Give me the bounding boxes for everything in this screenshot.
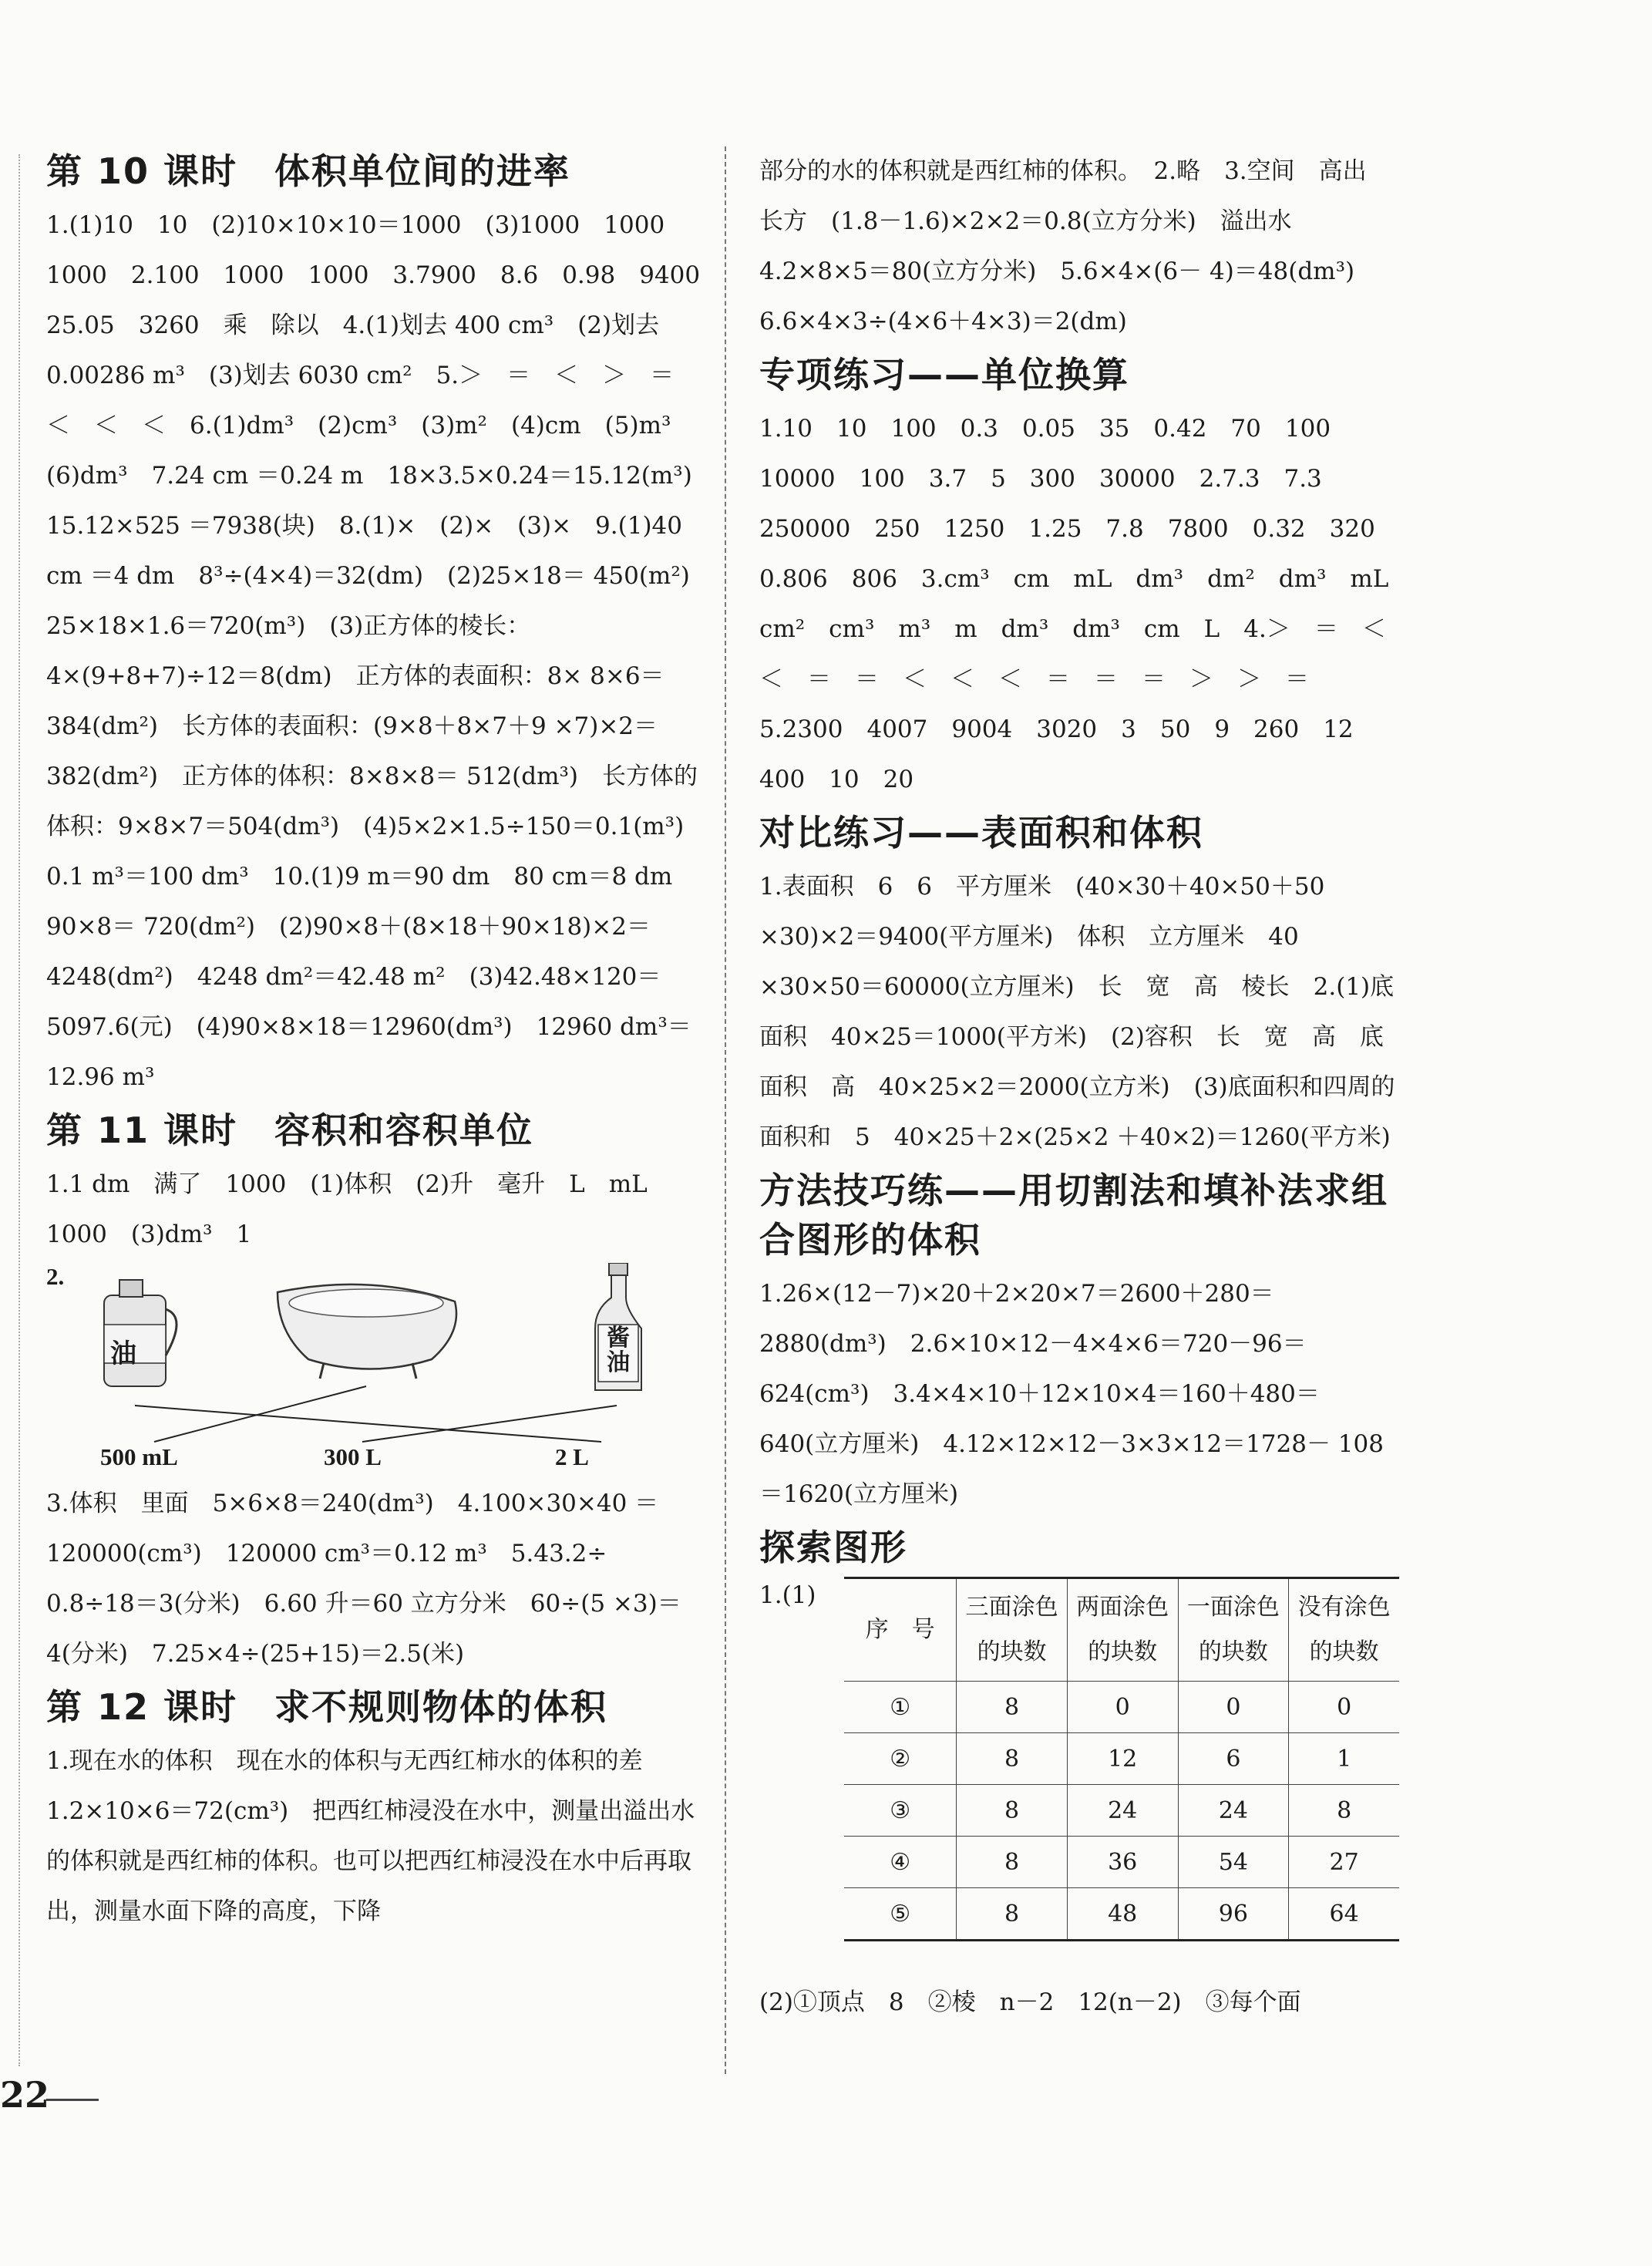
column-divider xyxy=(725,146,726,2074)
table-cell: 8 xyxy=(957,1837,1067,1888)
lesson-11-answers-part1: 1.1 dm 满了 1000 (1)体积 (2)升 毫升 L mL 1000 (3)dm³ 1 xyxy=(46,1170,671,1248)
table-cell: 8 xyxy=(957,1888,1067,1941)
unit-option-c: 2 L xyxy=(555,1443,589,1470)
comparison-answers: 1.表面积 6 6 平方厘米 (40×30＋40×50＋50 ×30)×2＝9400(平方厘米) 体积 立方厘米 40 ×30×50＝60000(立方厘米) 长 宽 高 棱长 2.(1)底面积 40×25＝1000(平方米) (2)容积 长 宽 高 底面积 高 40×25×2＝2000(立方米) (3)底面积和四周的面积和 5 40×25＋2×(25×2 ＋40×2)＝1260(平方米) xyxy=(759,873,1395,1151)
method-answers: 1.26×(12－7)×20＋2×20×7＝2600＋280＝ 2880(dm³) 2.6×10×12－4×4×6＝720－96＝ 624(cm³) 3.4×4×10＋12×10×4＝160＋480＝ 640(立方厘米) 4.12×12×12－3×3×12＝1728－ 108＝1620(立方厘米) xyxy=(759,1280,1384,1508)
table-row xyxy=(844,1733,1399,1785)
margin-line xyxy=(19,154,20,2066)
section-title-method: 方法技巧练——用切割法和填补法求组合图形的体积 xyxy=(759,1170,1388,1261)
paint-cube-table xyxy=(844,1577,1399,1941)
table-cell: 1 xyxy=(1289,1733,1399,1785)
table-cell: 0 xyxy=(1178,1682,1289,1733)
section-title-lesson-12: 第 12 课时 求不规则物体的体积 xyxy=(46,1686,608,1728)
table-header: 没有涂色的块数 xyxy=(1289,1578,1399,1682)
table-row xyxy=(844,1785,1399,1837)
lesson-10-answers: 1.(1)10 10 (2)10×10×10＝1000 (3)1000 1000 1000 2.100 1000 1000 3.7900 8.6 0.98 9400 25.05 3260 乘 除以 4.(1)划去 400 cm³ (2)划去 0.00286 m³ (3)划去 6030 cm² 5.＞ ＝ ＜ ＞ ＝ ＜ ＜ ＜ 6.(1)dm³ (2)cm³ (3)m² (4)cm (5)m³ (6)dm³ 7.24 cm ＝0.24 m 18×3.5×0.24＝15.12(m³) 15.12×525 ＝7938(块) 8.(1)× (2)× (3)× 9.(1)40 cm ＝4 dm 8³÷(4×4)＝32(dm) (2)25×18＝ 450(m²) 25×18×1.6＝720(m³) (3)正方体的棱长：4×(9+8+7)÷12＝8(dm) 正方体的表面积：8× 8×6＝384(dm²) 长方体的表面积：(9×8＋8×7＋9 ×7)×2＝382(dm²) 正方体的体积：8×8×8＝ 512(dm³) 长方体的体积：9×8×7＝504(dm³) (4)5×2×1.5÷150＝0.1(m³) 0.1 m³＝100 dm³ 10.(1)9 m＝90 dm 80 cm＝8 dm 90×8＝ 720(dm²) (2)90×8＋(8×18＋90×18)×2＝ 4248(dm²) 4248 dm²＝42.48 m² (3)42.48×120＝ 5097.6(元) (4)90×8×18＝12960(dm³) 12960 dm³＝12.96 m³ xyxy=(46,211,725,1091)
lesson-12-answers: 1.现在水的体积 现在水的体积与无西红柿水的体积的差 1.2×10×6＝72(cm³) 把西红柿浸没在水中，测量出溢出水的体积就是西红柿的体积。也可以把西红柿浸没在水中后再取出，测量水面下降的高度，下降 xyxy=(46,1747,695,1925)
match-line-bathtub xyxy=(154,1386,366,1442)
table-cell: 8 xyxy=(957,1785,1067,1837)
table-header: 三面涂色的块数 xyxy=(957,1578,1067,1682)
table-cell: ③ xyxy=(844,1785,957,1837)
unit-option-b: 300 L xyxy=(324,1443,382,1470)
table-cell: 0 xyxy=(1067,1682,1178,1733)
unit-conversion-answers: 1.10 10 100 0.3 0.05 35 0.42 70 100 10000 100 3.7 5 300 30000 2.7.3 7.3 250000 250 1250 1.25 7.8 7800 0.32 320 0.806 806 3.cm³ cm mL dm³ dm² dm³ mL cm² cm³ m³ m dm³ dm³ cm L 4.＞ ＝ ＜ ＜ ＝ ＝ ＜ ＜ ＜ ＝ ＝ ＝ ＞ ＞ ＝ 5.2300 4007 9004 3020 3 50 9 260 12 400 10 20 xyxy=(759,415,1413,793)
right-column xyxy=(759,146,1413,2031)
table-cell: 8 xyxy=(1289,1785,1399,1837)
table-cell: 96 xyxy=(1178,1888,1289,1941)
table-header: 两面涂色的块数 xyxy=(1067,1578,1178,1682)
section-title-unit-conversion: 专项练习——单位换算 xyxy=(759,354,1129,396)
table-cell: 0 xyxy=(1289,1682,1399,1733)
table-cell: 6 xyxy=(1178,1733,1289,1785)
table-cell: 24 xyxy=(1178,1785,1289,1837)
table-cell: 8 xyxy=(957,1682,1067,1733)
table-cell: ② xyxy=(844,1733,957,1785)
table-cell: 24 xyxy=(1067,1785,1178,1837)
explore-table-wrap xyxy=(759,1577,1399,1978)
table-cell: ⑤ xyxy=(844,1888,957,1941)
table-cell: ④ xyxy=(844,1837,957,1888)
table-cell: 12 xyxy=(1067,1733,1178,1785)
soy-label: 酱油 xyxy=(607,1325,630,1375)
table-cell: 48 xyxy=(1067,1888,1178,1941)
left-column xyxy=(46,146,725,1940)
section-title-lesson-11: 第 11 课时 容积和容积单位 xyxy=(46,1109,534,1151)
table-cell: 8 xyxy=(957,1733,1067,1785)
table-cell: 64 xyxy=(1289,1888,1399,1941)
table-cell: 54 xyxy=(1178,1837,1289,1888)
table-row xyxy=(844,1888,1399,1941)
table-row xyxy=(844,1837,1399,1888)
match-line-oil xyxy=(135,1406,601,1442)
table-cell: 27 xyxy=(1289,1837,1399,1888)
oil-label: 油 xyxy=(110,1340,136,1369)
table-header: 一面涂色的块数 xyxy=(1178,1578,1289,1682)
lesson-12-answers-continued: 部分的水的体积就是西红柿的体积。 2.略 3.空间 高出 长方 (1.8－1.6)×2×2＝0.8(立方分米) 溢出水 4.2×8×5＝80(立方分米) 5.6×4×(6－ 4)＝48(dm³) 6.6×4×3÷(4×6＋4×3)＝2(dm) xyxy=(759,157,1391,335)
figure-number: 2. xyxy=(46,1263,65,1290)
section-title-lesson-10: 第 10 课时 体积单位间的进率 xyxy=(46,150,571,192)
table-header: 序 号 xyxy=(844,1578,957,1682)
table-cell: 36 xyxy=(1067,1837,1178,1888)
explore-answers: (2)①顶点 8 ②棱 n－2 12(n－2) ③每个面 xyxy=(759,1988,1301,2016)
match-line-soy xyxy=(362,1406,617,1442)
page-number-dash xyxy=(46,2099,99,2101)
table-label: 1.(1) xyxy=(759,1581,816,1609)
matching-figure xyxy=(46,1263,702,1471)
unit-option-a: 500 mL xyxy=(100,1443,178,1470)
table-row xyxy=(844,1682,1399,1733)
section-title-explore: 探索图形 xyxy=(759,1527,907,1568)
page-number: 22 xyxy=(0,2074,50,2116)
lesson-11-answers-part2: 3.体积 里面 5×6×8＝240(dm³) 4.100×30×40 ＝120000(cm³) 120000 cm³＝0.12 m³ 5.43.2÷ 0.8÷18＝3(分米) 6.60 升＝60 立方分米 60÷(5 ×3)＝4(分米) 7.25×4÷(25+15)＝2.5(米) xyxy=(46,1490,681,1668)
table-cell: ① xyxy=(844,1682,957,1733)
bathtub-icon xyxy=(278,1285,456,1379)
section-title-comparison: 对比练习——表面积和体积 xyxy=(759,812,1203,854)
